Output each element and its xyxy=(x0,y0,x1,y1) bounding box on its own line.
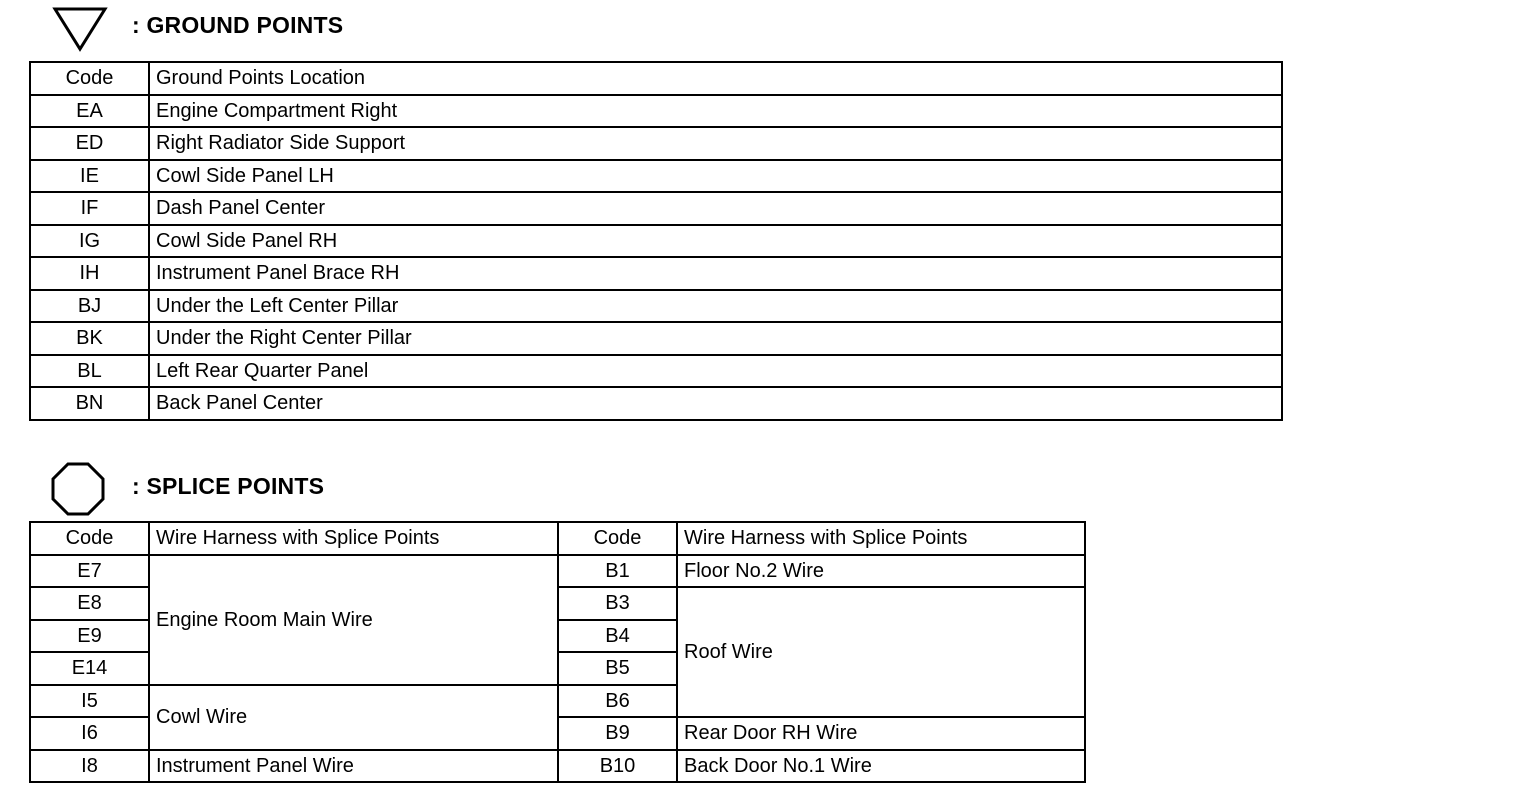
table-header-row xyxy=(30,62,1282,95)
splice-code: B5 xyxy=(558,652,677,685)
ground-code: IH xyxy=(30,257,149,290)
table-row xyxy=(30,257,1282,290)
ground-location: Under the Right Center Pillar xyxy=(149,322,1282,355)
ground-location: Left Rear Quarter Panel xyxy=(149,355,1282,388)
table-row xyxy=(30,127,1282,160)
table-row xyxy=(30,290,1282,323)
splice-harness: Cowl Wire xyxy=(149,685,558,750)
ground-location: Under the Left Center Pillar xyxy=(149,290,1282,323)
splice-code: B3 xyxy=(558,587,677,620)
splice-code: B9 xyxy=(558,717,677,750)
splice-harness: Instrument Panel Wire xyxy=(149,750,558,783)
table-row xyxy=(30,750,1085,783)
ground-code: IF xyxy=(30,192,149,225)
splice-points-title: : SPLICE POINTS xyxy=(132,473,325,499)
splice-code: E14 xyxy=(30,652,149,685)
header-code: Code xyxy=(30,62,149,95)
ground-code: EA xyxy=(30,95,149,128)
splice-code: I6 xyxy=(30,717,149,750)
splice-harness: Floor No.2 Wire xyxy=(677,555,1085,588)
octagon-icon xyxy=(50,461,106,517)
ground-code: BJ xyxy=(30,290,149,323)
table-row xyxy=(30,95,1282,128)
ground-location: Cowl Side Panel RH xyxy=(149,225,1282,258)
header-harness-left: Wire Harness with Splice Points xyxy=(149,522,558,555)
table-row xyxy=(30,387,1282,420)
splice-code: B1 xyxy=(558,555,677,588)
inverted-triangle-icon xyxy=(52,6,108,52)
splice-code: E8 xyxy=(30,587,149,620)
ground-code: ED xyxy=(30,127,149,160)
header-code-left: Code xyxy=(30,522,149,555)
header-harness-right: Wire Harness with Splice Points xyxy=(677,522,1085,555)
table-row xyxy=(30,555,1085,588)
ground-location: Engine Compartment Right xyxy=(149,95,1282,128)
ground-code: BL xyxy=(30,355,149,388)
splice-code: B10 xyxy=(558,750,677,783)
header-code-right: Code xyxy=(558,522,677,555)
splice-code: I5 xyxy=(30,685,149,718)
ground-location: Back Panel Center xyxy=(149,387,1282,420)
header-location: Ground Points Location xyxy=(149,62,1282,95)
splice-harness: Rear Door RH Wire xyxy=(677,717,1085,750)
ground-code: BN xyxy=(30,387,149,420)
ground-location: Right Radiator Side Support xyxy=(149,127,1282,160)
ground-points-table xyxy=(29,61,1283,421)
table-row xyxy=(30,160,1282,193)
table-row xyxy=(30,192,1282,225)
splice-code: B4 xyxy=(558,620,677,653)
splice-code: I8 xyxy=(30,750,149,783)
table-header-row xyxy=(30,522,1085,555)
ground-location: Dash Panel Center xyxy=(149,192,1282,225)
ground-code: IE xyxy=(30,160,149,193)
splice-code: E7 xyxy=(30,555,149,588)
ground-points-title: : GROUND POINTS xyxy=(132,12,344,38)
ground-code: IG xyxy=(30,225,149,258)
splice-code: E9 xyxy=(30,620,149,653)
splice-harness: Back Door No.1 Wire xyxy=(677,750,1085,783)
ground-code: BK xyxy=(30,322,149,355)
table-row xyxy=(30,355,1282,388)
splice-points-table xyxy=(29,521,1086,783)
splice-code: B6 xyxy=(558,685,677,718)
ground-location: Cowl Side Panel LH xyxy=(149,160,1282,193)
splice-harness: Engine Room Main Wire xyxy=(149,555,558,685)
table-row xyxy=(30,322,1282,355)
splice-harness: Roof Wire xyxy=(677,587,1085,717)
ground-location: Instrument Panel Brace RH xyxy=(149,257,1282,290)
table-row xyxy=(30,225,1282,258)
